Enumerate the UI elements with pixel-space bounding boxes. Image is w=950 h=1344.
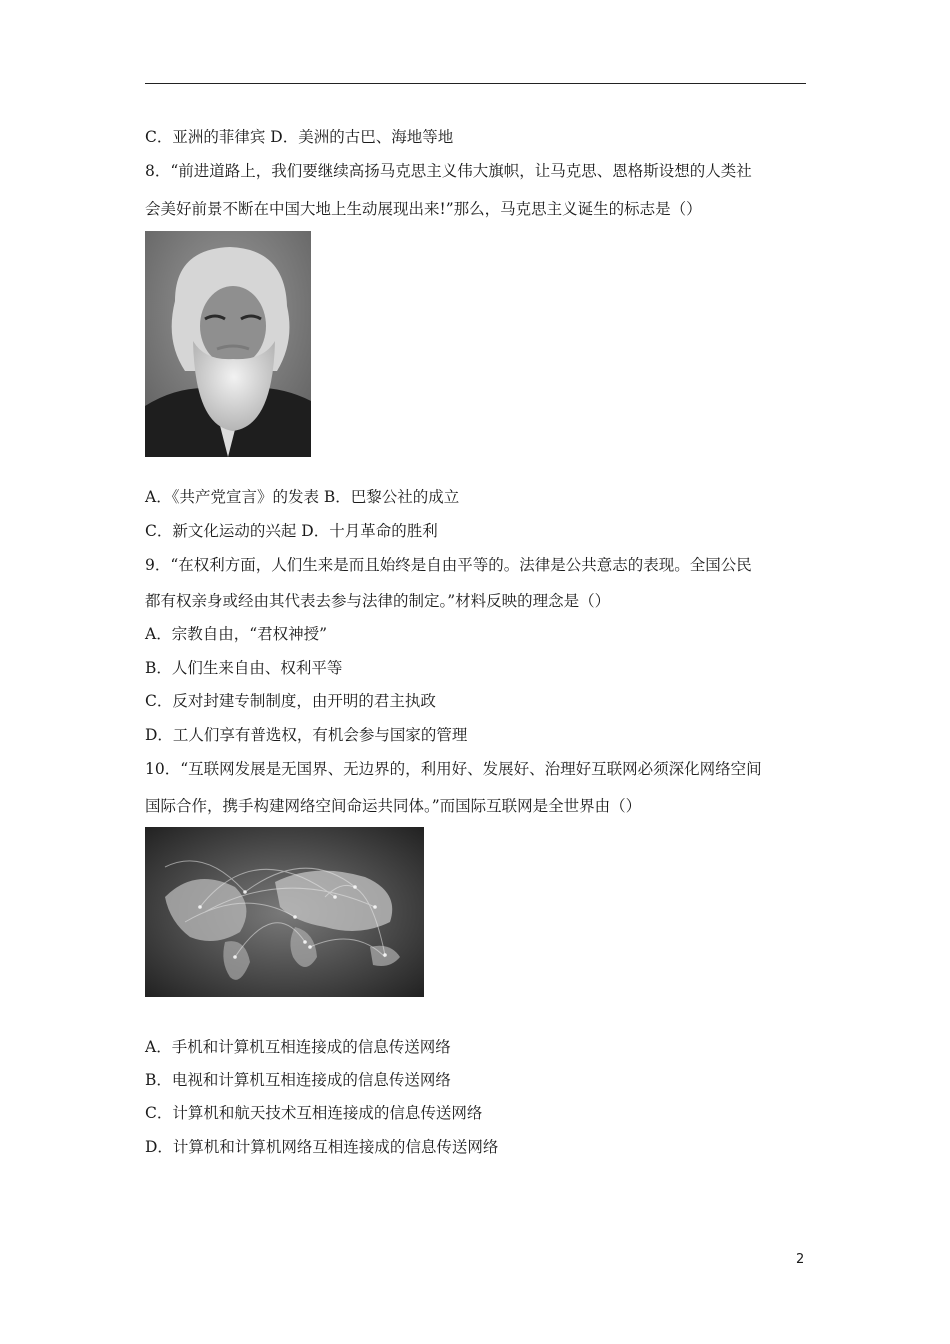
q8-options-ab: A．《共产党宣言》的发表 B．巴黎公社的成立: [145, 488, 460, 506]
q9-option-a: A．宗教自由，“君权神授”: [145, 625, 328, 643]
q8-options-cd: C．新文化运动的兴起 D．十月革命的胜利: [145, 522, 438, 540]
q7-options-cd: C．亚洲的菲律宾 D．美洲的古巴、海地等地: [145, 128, 454, 146]
header-rule: [145, 83, 806, 84]
world-network-map-image: [145, 827, 424, 997]
page-number: 2: [796, 1252, 805, 1267]
q10-option-b: B．电视和计算机互相连接成的信息传送网络: [145, 1071, 451, 1089]
q10-stem-line-1: 10．“互联网发展是无国界、无边界的，利用好、发展好、治理好互联网必须深化网络空间: [145, 760, 762, 778]
q10-option-a: A．手机和计算机互相连接成的信息传送网络: [145, 1038, 451, 1056]
q10-option-d: D．计算机和计算机网络互相连接成的信息传送网络: [145, 1138, 499, 1156]
q9-option-d: D．工人们享有普选权，有机会参与国家的管理: [145, 726, 468, 744]
q9-stem-line-1: 9．“在权利方面，人们生来是而且始终是自由平等的。法律是公共意志的表现。全国公民: [145, 556, 752, 574]
q9-option-b: B．人们生来自由、权利平等: [145, 659, 343, 677]
q9-option-c: C．反对封建专制制度，由开明的君主执政: [145, 692, 436, 710]
q8-stem-line-1: 8．“前进道路上，我们要继续高扬马克思主义伟大旗帜，让马克思、恩格斯设想的人类社: [145, 162, 752, 180]
q10-stem-line-2: 国际合作，携手构建网络空间命运共同体。”而国际互联网是全世界由（）: [145, 797, 642, 815]
q10-option-c: C．计算机和航天技术互相连接成的信息传送网络: [145, 1104, 483, 1122]
q8-stem-line-2: 会美好前景不断在中国大地上生动展现出来!”那么，马克思主义诞生的标志是（）: [145, 200, 702, 218]
marx-portrait-image: [145, 231, 311, 457]
q9-stem-line-2: 都有权亲身或经由其代表去参与法律的制定。”材料反映的理念是（）: [145, 592, 611, 610]
